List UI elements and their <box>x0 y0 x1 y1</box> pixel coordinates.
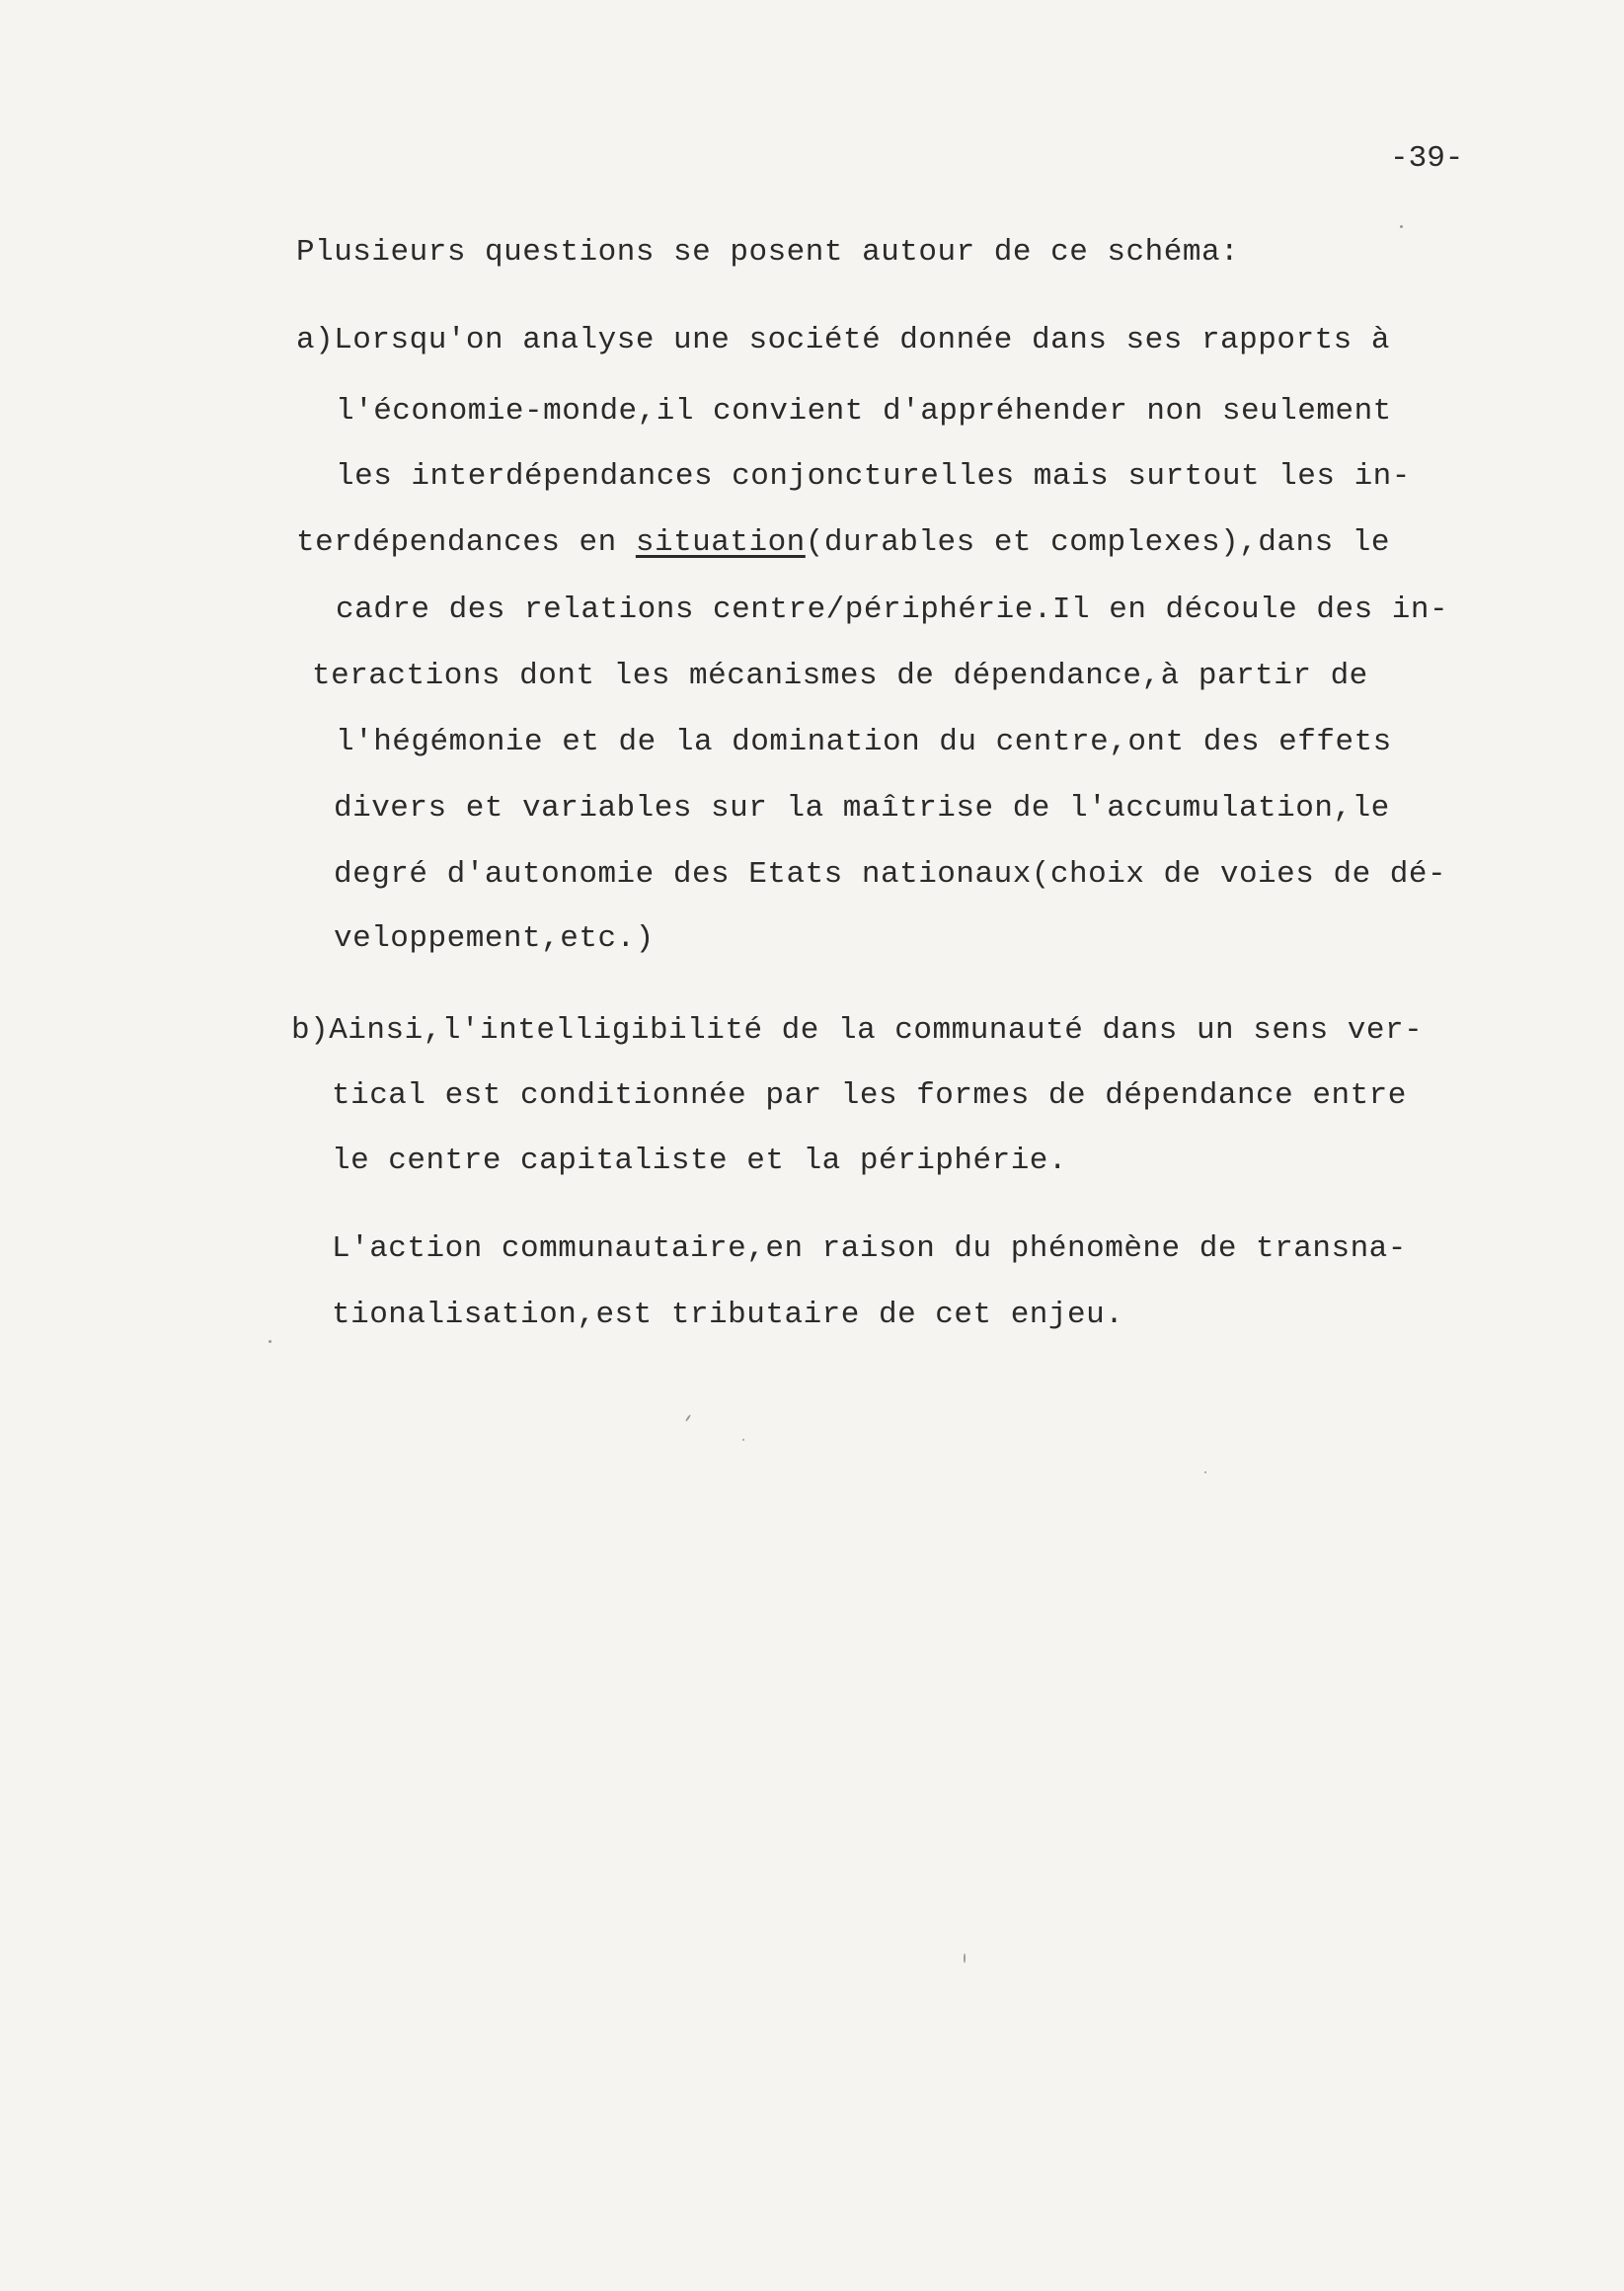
paragraph-b-line: b)Ainsi,l'intelligibilité de la communauté dans un sens ver- <box>291 1013 1424 1048</box>
page-number: -39- <box>1390 141 1464 176</box>
paragraph-a-line: l'économie-monde,il convient d'appréhender non seulement <box>336 394 1392 429</box>
underlined-word: situation <box>635 525 806 560</box>
paper-speck <box>1400 225 1403 228</box>
paragraph-a-line: veloppement,etc.) <box>334 921 655 956</box>
paragraph-b-line: tical est conditionnée par les formes de dépendance entre <box>332 1078 1407 1113</box>
paragraph-a-line-prefix: terdépendances en <box>296 525 636 560</box>
paper-speck <box>685 1414 691 1422</box>
paragraph-c-line: tionalisation,est tributaire de cet enjeu. <box>332 1298 1124 1332</box>
paragraph-a-line: a)Lorsqu'on analyse une société donnée dans ses rapports à <box>296 323 1390 357</box>
paragraph-a-line <box>296 525 1390 561</box>
paragraph-a-line: l'hégémonie et de la domination du centre,ont des effets <box>336 725 1392 759</box>
paragraph-c-line: L'action communautaire,en raison du phénomène de transna- <box>332 1231 1407 1266</box>
intro-line: Plusieurs questions se posent autour de ce schéma: <box>296 235 1240 270</box>
paragraph-a-line: les interdépendances conjoncturelles mais surtout les in- <box>336 459 1411 494</box>
paragraph-a-line: cadre des relations centre/périphérie.Il en découle des in- <box>336 592 1449 627</box>
paragraph-a-line: teractions dont les mécanismes de dépendance,à partir de <box>312 659 1368 693</box>
paragraph-b-line: le centre capitaliste et la périphérie. <box>332 1144 1068 1178</box>
paper-speck <box>742 1439 744 1441</box>
paragraph-a-line-suffix: (durables et complexes),dans le <box>805 525 1390 560</box>
paragraph-a-line: degré d'autonomie des Etats nationaux(choix de voies de dé- <box>334 857 1447 892</box>
paper-speck <box>269 1340 271 1343</box>
paper-speck <box>1204 1471 1206 1473</box>
paper-speck <box>964 1953 966 1963</box>
paragraph-a-line: divers et variables sur la maîtrise de l'accumulation,le <box>334 791 1390 826</box>
